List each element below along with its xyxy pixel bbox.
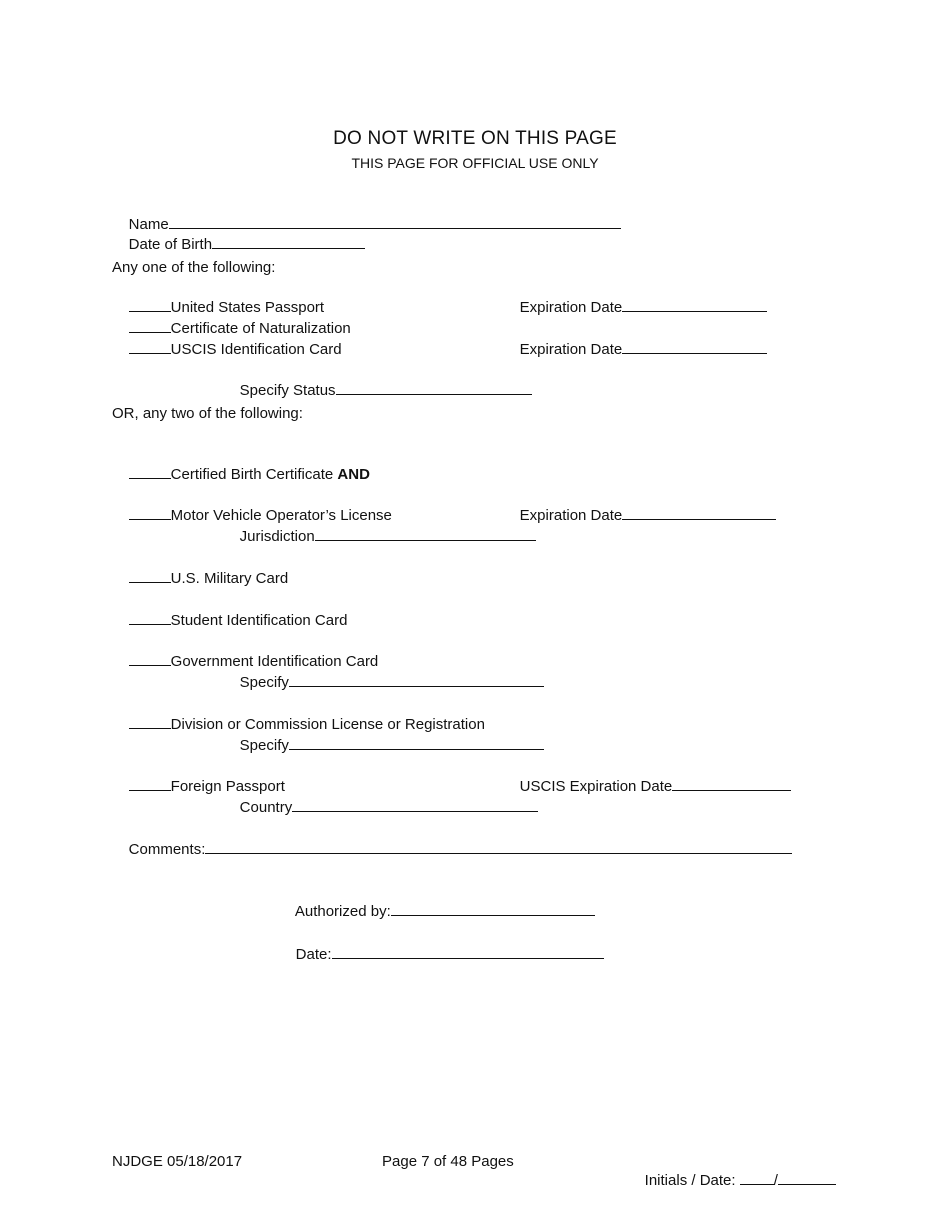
comments-label: Comments:	[128, 841, 206, 858]
us-passport-expiration-field[interactable]	[622, 298, 767, 312]
comments-field[interactable]	[205, 840, 792, 854]
uscis-card-expiration-row	[503, 322, 767, 377]
foreign-passport-label: Foreign Passport	[170, 778, 285, 795]
specify-label: Specify	[239, 674, 289, 691]
page-title: DO NOT WRITE ON THIS PAGE	[333, 128, 617, 149]
specify-label: Specify	[239, 737, 289, 754]
footer-initials	[628, 1153, 836, 1208]
military-card-label: U.S. Military Card	[170, 570, 289, 587]
country-label: Country	[239, 799, 293, 816]
expiration-label: Expiration Date	[519, 299, 623, 316]
and-label: AND	[337, 466, 370, 483]
any-two-heading: OR, any two of the following:	[112, 405, 303, 422]
gov-card-label: Government Identification Card	[170, 653, 379, 670]
dob-label: Date of Birth	[128, 236, 213, 253]
initials-field[interactable]	[740, 1171, 774, 1185]
military-card-check[interactable]	[129, 569, 171, 583]
uscis-expiration-field[interactable]	[672, 777, 791, 791]
us-passport-label: United States Passport	[170, 299, 325, 316]
any-one-heading: Any one of the following:	[112, 259, 276, 276]
division-license-check[interactable]	[129, 715, 171, 729]
uscis-card-label: USCIS Identification Card	[170, 341, 342, 358]
gov-card-check[interactable]	[129, 652, 171, 666]
page-subtitle: THIS PAGE FOR OFFICIAL USE ONLY	[351, 155, 599, 171]
initials-date-field[interactable]	[778, 1171, 836, 1185]
date-field[interactable]	[332, 945, 604, 959]
uscis-expiration-label: USCIS Expiration Date	[519, 778, 673, 795]
uscis-card-expiration-field[interactable]	[622, 340, 767, 354]
expiration-label: Expiration Date	[519, 507, 623, 524]
footer-page-info: Page 7 of 48 Pages	[382, 1153, 514, 1170]
specify-status-field[interactable]	[336, 381, 532, 395]
comments-row	[112, 822, 792, 877]
student-card-check[interactable]	[129, 611, 171, 625]
uscis-card-check[interactable]	[129, 340, 171, 354]
dob-field[interactable]	[212, 235, 365, 249]
mvo-license-check[interactable]	[129, 506, 171, 520]
mvo-expiration-field[interactable]	[622, 506, 776, 520]
gov-specify-field[interactable]	[289, 673, 544, 687]
authorized-field[interactable]	[391, 902, 595, 916]
naturalization-label: Certificate of Naturalization	[170, 320, 351, 337]
footer-doc-id: NJDGE 05/18/2017	[112, 1153, 243, 1170]
date-label: Date:	[295, 946, 332, 963]
division-specify-field[interactable]	[289, 736, 544, 750]
expiration-label: Expiration Date	[519, 341, 623, 358]
jurisdiction-label: Jurisdiction	[239, 528, 315, 545]
authorized-label: Authorized by:	[294, 903, 391, 920]
initials-separator: /	[773, 1172, 778, 1189]
name-label: Name	[128, 216, 169, 233]
date-row	[279, 927, 604, 982]
specify-status-label: Specify Status	[239, 382, 336, 399]
country-field[interactable]	[292, 798, 538, 812]
student-card-label: Student Identification Card	[170, 612, 348, 629]
initials-label: Initials / Date:	[644, 1172, 740, 1189]
birth-certificate-label: Certified Birth Certificate	[170, 466, 338, 483]
mvo-expiration-row	[503, 488, 776, 543]
uscis-expiration-row	[503, 759, 791, 814]
jurisdiction-field[interactable]	[315, 527, 536, 541]
division-license-label: Division or Commission License or Registration	[170, 716, 485, 733]
foreign-passport-check[interactable]	[129, 777, 171, 791]
mvo-license-label: Motor Vehicle Operator’s License	[170, 507, 392, 524]
birth-certificate-check[interactable]	[129, 465, 171, 479]
